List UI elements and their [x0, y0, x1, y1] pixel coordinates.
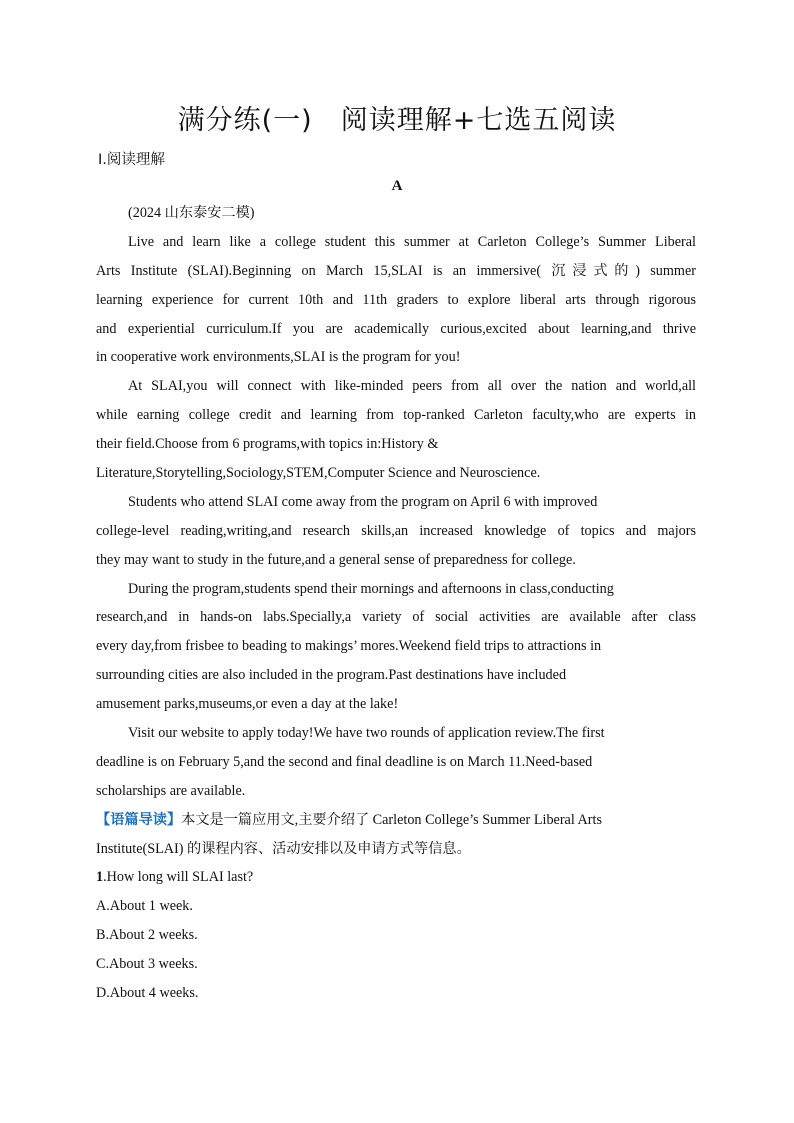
question-number: 1 — [96, 869, 104, 886]
passage-line: and experiential curriculum.If you are academically curious,excited about learning,and thrive — [96, 320, 696, 337]
passage-line: deadline is on February 5,and the second and final deadline is on March 11.Need-based — [96, 753, 593, 770]
passage-line: they may want to study in the future,and a general sense of preparedness for college. — [96, 551, 576, 568]
passage-line: At SLAI,you will connect with like-minded peers from all over the nation and world,all — [128, 378, 696, 395]
answer-option-c: C.About 3 weeks. — [96, 956, 198, 973]
answer-option-b: B.About 2 weeks. — [96, 927, 198, 944]
passage-line: Live and learn like a college student this summer at Carleton College’s Summer Liberal — [128, 233, 696, 250]
answer-option-d: D.About 4 weeks. — [96, 985, 199, 1002]
page-title: 满分练(一) 阅读理解+七选五阅读 — [177, 105, 617, 136]
passage-line: Visit our website to apply today!We have two rounds of application review.The first — [128, 725, 605, 742]
passage-line: college-level reading,writing,and research skills,an increased knowledge of topics and majors — [96, 522, 696, 539]
answer-option-a: A.About 1 week. — [96, 898, 193, 915]
passage-source: (2024 山东泰安二模) — [128, 205, 255, 221]
passage-line: their field.Choose from 6 programs,with topics in:History & — [96, 436, 439, 453]
section-heading: Ⅰ.阅读理解 — [98, 152, 165, 168]
passage-line: surrounding cities are also included in the program.Past destinations have included — [96, 667, 567, 684]
passage-line: Students who attend SLAI come away from the program on April 6 with improved — [128, 493, 598, 510]
guide-text-line: Institute(SLAI) 的课程内容、活动安排以及申请方式等信息。 — [96, 840, 471, 857]
passage-body — [96, 199, 696, 1008]
passage-line: in cooperative work environments,SLAI is the program for you! — [96, 349, 461, 366]
passage-guide — [96, 806, 696, 835]
passage-line: learning experience for current 10th and 11th graders to explore liberal arts through rigorous — [96, 291, 696, 308]
passage-line: Literature,Storytelling,Sociology,STEM,Computer Science and Neuroscience. — [96, 465, 541, 482]
passage-line: research,and in hands-on labs.Specially,a variety of social activities are available after class — [96, 609, 696, 626]
guide-tag: 【语篇导读】 — [96, 811, 182, 828]
passage-letter: A — [391, 178, 403, 194]
guide-text: 本文是一篇应用文,主要介绍了 Carleton College’s Summer Liberal Arts — [181, 811, 602, 828]
passage-line: while earning college credit and learning from top-ranked Carleton faculty,who are experts in — [96, 407, 696, 424]
passage-line: Arts Institute (SLAI).Beginning on March 15,SLAI is an immersive( 沉浸式的) summer — [96, 262, 696, 279]
question-text: .How long will SLAI last? — [103, 869, 254, 886]
passage-line: amusement parks,museums,or even a day at the lake! — [96, 696, 399, 713]
passage-line: every day,from frisbee to beading to makings’ mores.Weekend field trips to attractions in — [96, 638, 602, 655]
question — [96, 863, 696, 892]
passage-line: scholarships are available. — [96, 782, 246, 799]
passage-line: During the program,students spend their mornings and afternoons in class,conducting — [128, 580, 614, 597]
